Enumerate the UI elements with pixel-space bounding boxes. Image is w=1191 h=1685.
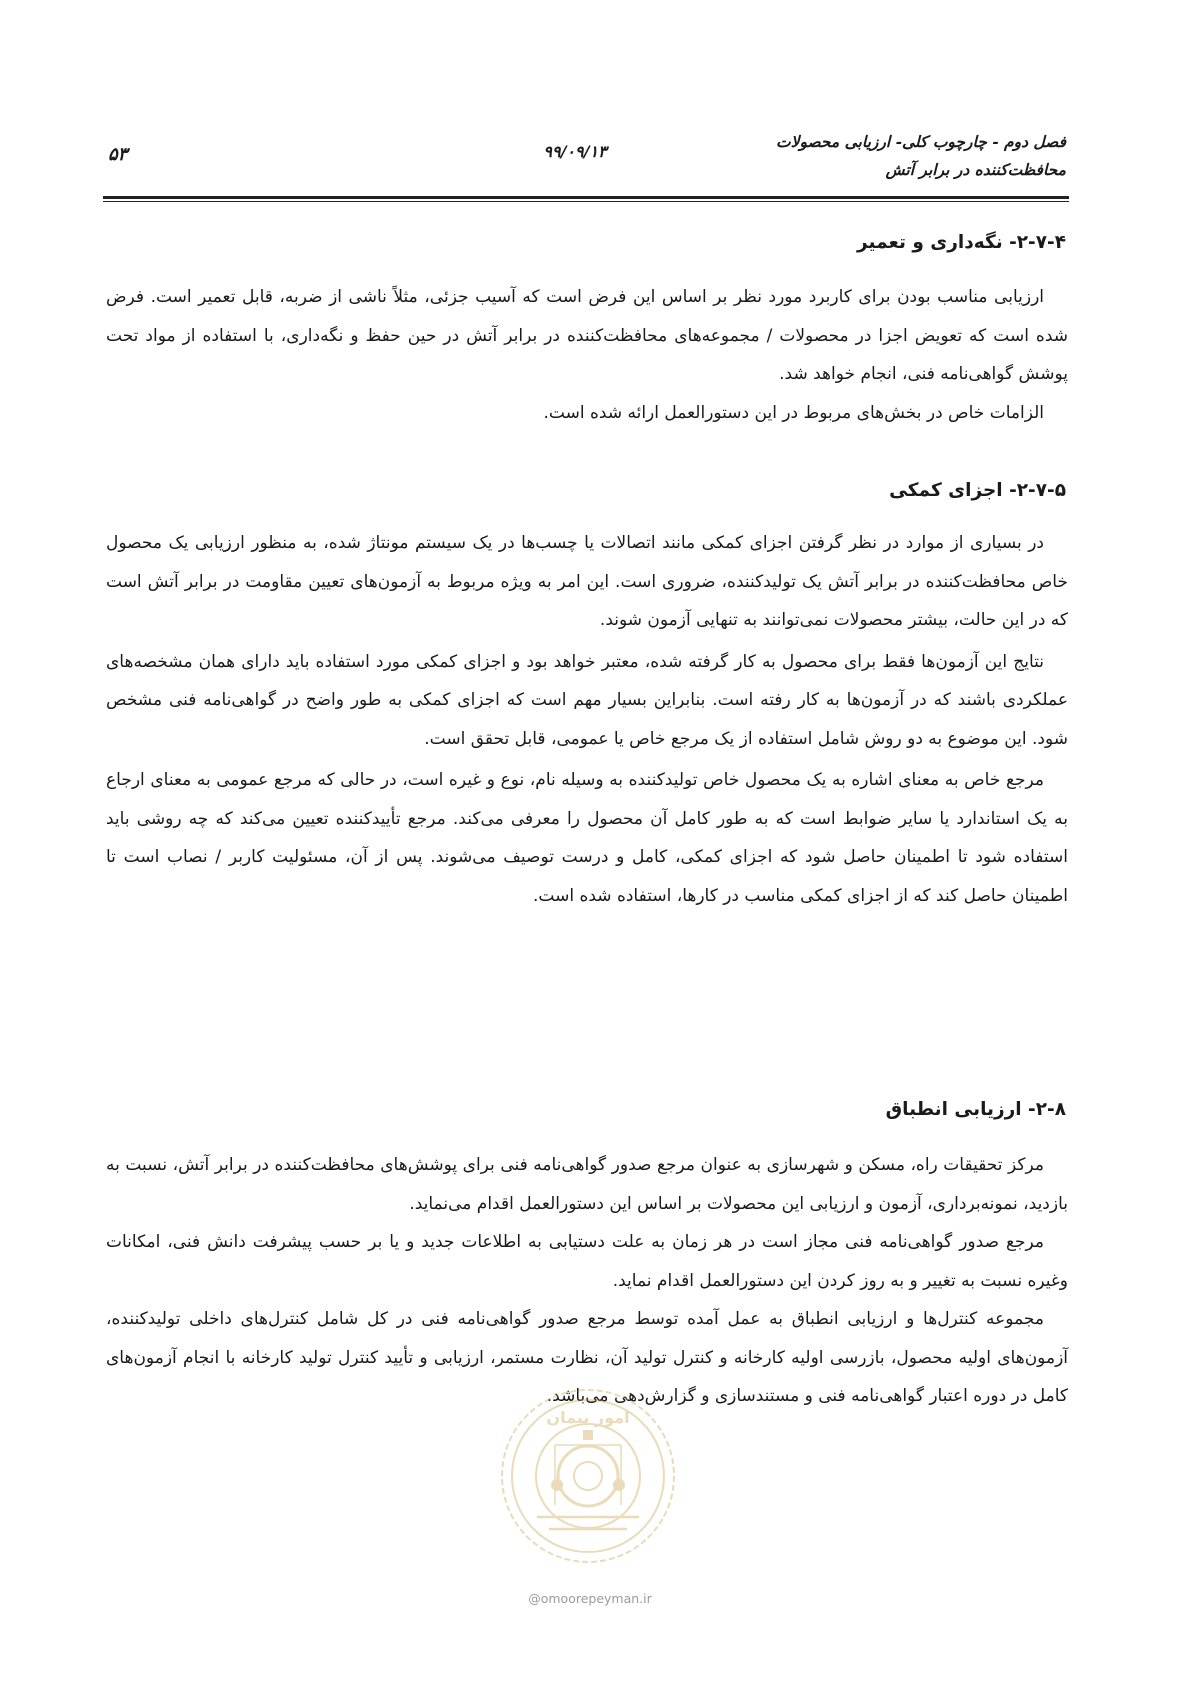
header-rule-thick: [103, 196, 1069, 199]
header-rule-thin: [103, 201, 1069, 202]
paragraph: ارزیابی مناسب بودن برای کاربرد مورد نظر بر اساس این فرض است که آسیب جزئی، مثلاً ناشی از ضربه، قابل تعمیر است. فرض شده است که تعویض اجزا در محصولات / مجموعه‌های محافظت‌کننده در برابر آتش در حین حفظ و نگه‌داری، با استفاده از مواد تحت پوشش گواهی‌نامه فنی، انجام خواهد شد.: [106, 287, 1068, 384]
paragraph: مجموعه کنترل‌ها و ارزیابی انطباق به عمل آمده توسط مرجع صدور گواهی‌نامه فنی در کل شامل کنترل‌های داخلی تولیدکننده، آزمون‌های اولیه محصول، بازرسی اولیه کارخانه و کنترل تولید آن، نظارت مستمر، ارزیابی و تأیید کنترل تولید کارخانه با انجام آزمون‌های کامل در دوره اعتبار گواهی‌نامه فنی و مستندسازی و گزارش‌دهی می‌باشد.: [106, 1309, 1068, 1406]
section-heading-conformity-assessment: ۲-۸- ارزیابی انطباق: [885, 1099, 1066, 1120]
section-heading-maintenance: ۲-۷-۴- نگه‌داری و تعمیر: [857, 232, 1066, 253]
section-heading-ancillary-components: ۲-۷-۵- اجزای کمکی: [889, 480, 1066, 501]
paragraph: نتایج این آزمون‌ها فقط برای محصول به کار گرفته شده، معتبر خواهد بود و اجزای کمکی مورد استفاده باید دارای همان مشخصه‌های عملکردی باشند که در آزمون‌ها به کار رفته است. بنابراین بسیار مهم است که اجزای کمکی به طور واضح در گواهی‌نامه فنی مشخص شود. این موضوع به دو روش شامل استفاده از یک مرجع خاص یا عمومی، قابل تحقق است.: [106, 651, 1068, 749]
paragraph: مرجع صدور گواهی‌نامه فنی مجاز است در هر زمان به علت دستیابی به اطلاعات جدید و یا بر حسب پیشرفت دانش فنی، امکانات وغیره نسبت به تغییر و به روز کردن این دستورالعمل اقدام نماید.: [106, 1232, 1068, 1291]
header-date: ۹۹/۰۹/۱۳: [543, 142, 607, 161]
paragraph: الزامات خاص در بخش‌های مربوط در این دستورالعمل ارائه شده است.: [543, 402, 1044, 423]
section-body-ancillary-components: [106, 524, 1068, 915]
paragraph: در بسیاری از موارد در نظر گرفتن اجزای کمکی مانند اتصالات یا چسب‌ها در یک سیستم مونتاژ شده، به منظور ارزیابی یک محصول خاص محافظت‌کننده در برابر آتش یک تولیدکننده، ضروری است. این امر به ویژه مربوط به آزمون‌های تعیین مقاومت در برابر آتش است که در این حالت، بیشتر محصولات نمی‌توانند به تنهایی آزمون شوند.: [106, 533, 1068, 630]
running-header-title: [706, 128, 1066, 184]
running-header-line-1: فصل دوم - چارچوب کلی- ارزیابی محصولات: [776, 132, 1066, 151]
watermark-seal-icon: [497, 1385, 679, 1567]
section-body-conformity-assessment: [106, 1146, 1068, 1416]
section-body-maintenance: [106, 278, 1068, 432]
watermark-url: @omoorepeyman.ir: [528, 1591, 652, 1606]
watermark-seal-text: امور پیمان: [546, 1408, 630, 1427]
running-header-line-2: محافظت‌کننده در برابر آتش: [885, 160, 1066, 179]
page-number: ۵۳: [108, 144, 128, 165]
paragraph: مرکز تحقیقات راه، مسکن و شهرسازی به عنوان مرجع صدور گواهی‌نامه فنی برای پوشش‌های محافظت‌کننده در برابر آتش، نسبت به بازدید، نمونه‌برداری، آزمون و ارزیابی این محصولات بر اساس این دستورالعمل اقدام می‌نماید.: [106, 1155, 1068, 1214]
paragraph: مرجع خاص به معنای اشاره به یک محصول خاص تولیدکننده به وسیله نام، نوع و غیره است، در حالی که مرجع عمومی به معنای ارجاع به یک استاندارد یا سایر ضوابط است که به طور کامل آن محصول را معرفی می‌کند. مرجع تأییدکننده تعیین می‌کند که چه روشی باید استفاده شود تا اطمینان حاصل شود که اجزای کمکی، کامل و درست توصیف می‌شوند. پس از آن، مسئولیت کاربر / نصاب است تا اطمینان حاصل کند که از اجزای کمکی مناسب در کارها، استفاده شده است.: [106, 770, 1068, 906]
